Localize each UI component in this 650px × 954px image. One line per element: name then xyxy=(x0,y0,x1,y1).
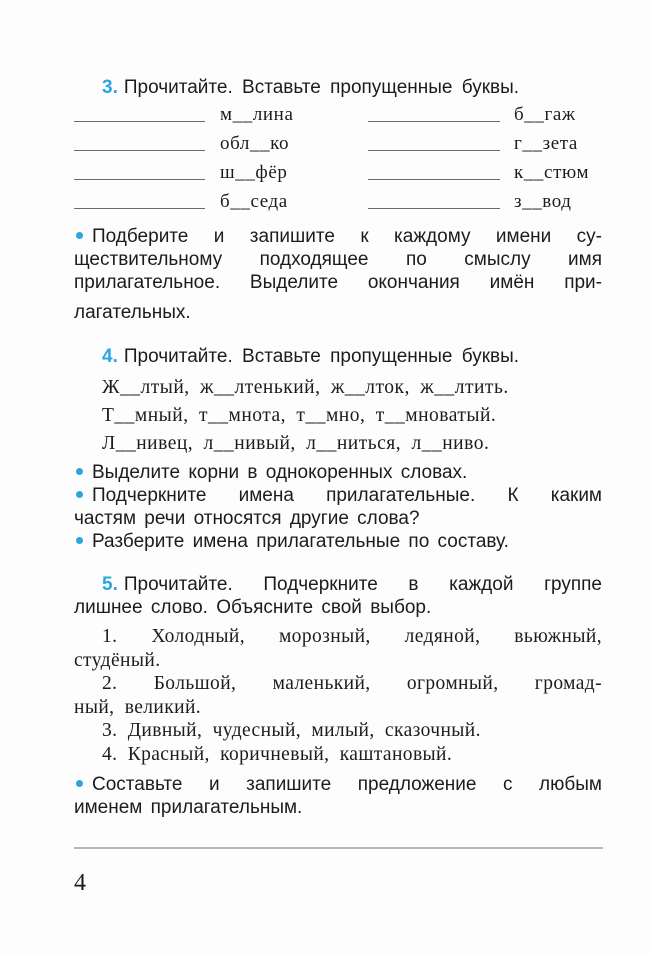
task-5-word-groups xyxy=(74,625,602,766)
bullet-icon xyxy=(76,780,83,787)
word-group: студёный. xyxy=(74,649,161,671)
instruction-text: Составьте и запишите предложение с любым xyxy=(92,774,602,795)
instruction-text: именем прилагательным. xyxy=(74,797,303,818)
word-with-gap: з__вод xyxy=(514,191,572,212)
answer-line[interactable] xyxy=(74,208,205,209)
answer-line[interactable] xyxy=(74,121,205,122)
word-group: 3. Дивный, чудесный, милый, сказочный. xyxy=(102,720,481,741)
task-5-heading xyxy=(74,573,602,619)
instruction-text: частям речи относятся другие слова? xyxy=(74,508,420,529)
task-4-heading xyxy=(102,346,519,368)
word-with-gap: б__седа xyxy=(220,191,288,212)
instruction-text: Выделите корни в однокоренных словах. xyxy=(92,462,468,483)
instruction-line: ществительному подходящее по смыслу имя xyxy=(74,249,602,270)
word-with-gap: г__зета xyxy=(514,133,578,154)
bullet-icon xyxy=(76,537,83,544)
word-family-line: Т__мный, т__мнота, т__мно, т__мноватый. xyxy=(102,405,497,426)
task-3-number: 3. xyxy=(102,77,118,98)
word-group: ный, великий. xyxy=(74,696,202,718)
answer-line[interactable] xyxy=(74,150,205,151)
page-number: 4 xyxy=(74,870,86,896)
task-4-heading-text: Прочитайте. Вставьте пропущенные буквы. xyxy=(123,346,520,367)
word-group: 2. Большой, маленький, огромный, громад- xyxy=(102,673,602,694)
task-4-number: 4. xyxy=(102,346,118,367)
answer-line[interactable] xyxy=(368,150,500,151)
answer-line[interactable] xyxy=(368,121,500,122)
word-with-gap: б__гаж xyxy=(514,104,576,125)
word-family-line: Л__нивец, л__нивый, л__ниться, л__ниво. xyxy=(102,433,490,454)
answer-line[interactable] xyxy=(368,179,500,180)
task-5-heading-text: Прочитайте. Подчеркните в каждой группе xyxy=(123,574,602,595)
word-with-gap: к__стюм xyxy=(514,162,590,183)
task-5-instruction xyxy=(74,773,602,819)
instruction-line: Подберите и запишите к каждому имени су- xyxy=(92,226,602,247)
word-family-line: Ж__лтый, ж__лтенький, ж__лток, ж__лтить. xyxy=(102,377,509,398)
instruction-text: Подчеркните имена прилагательные. К каким xyxy=(92,485,602,506)
task-3-heading-text: Прочитайте. Вставьте пропущенные буквы. xyxy=(123,77,520,98)
task-5-heading-text: лишнее слово. Объясните свой выбор. xyxy=(74,597,432,618)
word-group: 1. Холодный, морозный, ледяной, вьюжный, xyxy=(102,626,602,647)
answer-line[interactable] xyxy=(74,179,205,180)
word-group: 4. Красный, коричневый, каштановый. xyxy=(102,743,453,765)
instruction-line: лагательных. xyxy=(74,302,191,323)
instruction-line: прилагательное. Выделите окончания имён при- xyxy=(74,272,602,293)
task-3-heading xyxy=(102,77,519,99)
word-with-gap: м__лина xyxy=(220,104,294,125)
bullet-icon xyxy=(76,468,83,475)
answer-line[interactable] xyxy=(368,208,500,209)
word-with-gap: ш__фёр xyxy=(220,162,288,183)
task-3-instruction xyxy=(74,225,602,324)
bullet-icon xyxy=(76,491,83,498)
instruction-text: Разберите имена прилагательные по составу. xyxy=(92,531,509,552)
task-5-number: 5. xyxy=(102,574,118,595)
instruction-item xyxy=(74,484,602,507)
bullet-icon xyxy=(76,232,83,239)
task-4-instructions xyxy=(74,461,602,553)
word-with-gap: обл__ко xyxy=(220,133,290,154)
instruction-item xyxy=(74,530,602,553)
instruction-item xyxy=(74,461,602,484)
footer-divider xyxy=(74,847,603,849)
